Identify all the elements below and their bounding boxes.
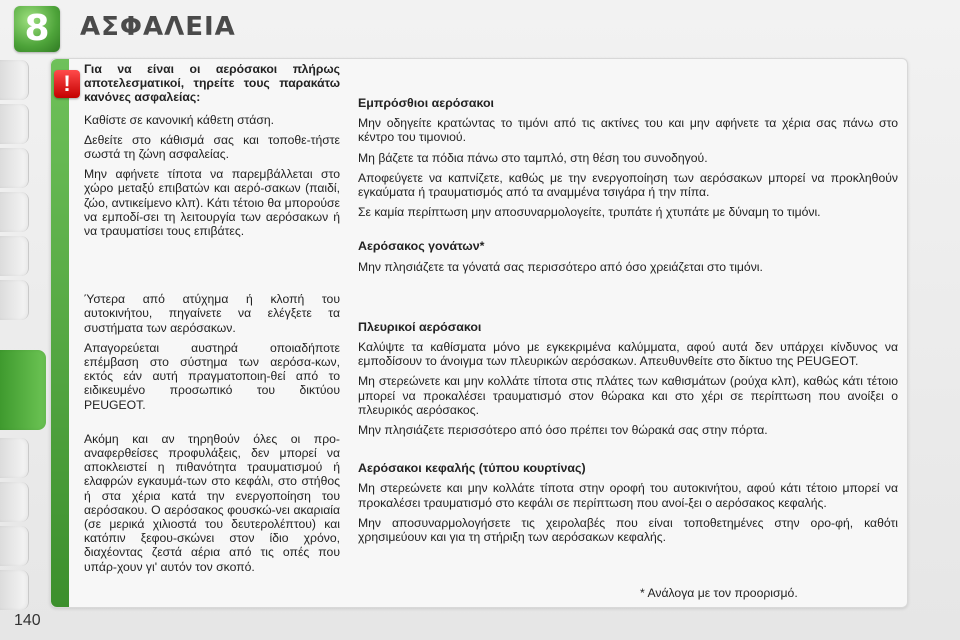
- paragraph: Μην αφήνετε τίποτα να παρεμβάλλεται στο χώρο μεταξύ επιβατών και αερό-σακων (παιδί, ζώο, αντικείμενο κλπ). Κάτι τέτοιο θα μπορούσε να εμποδί-σει τη λειτουργία των αερόσακων ή να τραυματίσει τους επιβάτες.: [84, 167, 340, 239]
- chapter-tab[interactable]: [0, 148, 29, 188]
- paragraph: Ακόμη και αν τηρηθούν όλες οι προ-αναφερθείσες προφυλάξεις, δεν μπορεί να αποκλειστεί η πιθανότητα τραυματισμού ή ελαφρών εγκαυμά-των στο κεφάλι, στο στήθος ή στα χέρια κατά την ενεργοποίηση του αερόσακου. Ο αερόσακος φουσκώ-νει ακαριαία (σε μερικά χιλιοστά του δευτερολέπτου) και κατόπιν ξεφου-σκώνει στον ίδιο χρόνο, διαχέοντας ζεστά αέρια από τις οπές που υπάρ-χουν γι' αυτόν τον σκοπό.: [84, 431, 340, 574]
- paragraph: Μην οδηγείτε κρατώντας το τιμόνι από τις ακτίνες του και μην αφήνετε τα χέρια σας πάνω στο κέντρο του τιμονιού.: [358, 116, 898, 145]
- paragraph: Καθίστε σε κανονική κάθετη στάση.: [84, 112, 275, 127]
- paragraph: Μην πλησιάζετε τα γόνατά σας περισσότερο από όσο χρειάζεται στο τιμόνι.: [358, 259, 763, 274]
- chapter-tab[interactable]: [0, 438, 29, 478]
- chapter-title: ΑΣΦΑΛΕΙΑ: [80, 12, 236, 42]
- chapter-number-badge: 8: [14, 6, 60, 52]
- section-heading-side-airbags: Πλευρικοί αερόσακοι: [358, 319, 482, 334]
- warning-icon: !: [54, 70, 80, 98]
- paragraph: Αποφεύγετε να καπνίζετε, καθώς με την ενεργοποίηση των αερόσακων μπορεί να προκληθούν εγκαύματα ή τραυματισμός από τα αναμμένα τσιγάρα ή την πίπα.: [358, 170, 898, 200]
- left-column: [84, 62, 340, 580]
- panel-accent-strip: [51, 59, 69, 607]
- page-number: 140: [14, 612, 41, 629]
- paragraph: Ύστερα από ατύχημα ή κλοπή του αυτοκινήτου, πηγαίνετε να ελέγξετε τα συστήματα των αερόσακων.: [84, 292, 340, 335]
- paragraph: Μην αποσυναρμολογήσετε τις χειρολαβές που είναι τοποθετημένες στην ορο-φή, καθότι χρησιμεύουν και για τη στήριξη των αερόσακων κεφαλής.: [358, 515, 898, 545]
- section-heading-front-airbags: Εμπρόσθιοι αερόσακοι: [358, 96, 494, 110]
- chapter-tab[interactable]: [0, 104, 29, 144]
- chapter-tab[interactable]: [0, 280, 29, 320]
- chapter-tab[interactable]: [0, 236, 29, 276]
- safety-rules-lead: Για να είναι οι αερόσακοι πλήρως αποτελεσματικοί, τηρείτε τους παρακάτω κανόνες ασφαλείας:: [84, 62, 340, 105]
- paragraph: Καλύψτε τα καθίσματα μόνο με εγκεκριμένα καλύμματα, αφού αυτά δεν υπάρχει κίνδυνος να εμποδίσουν το άνοιγμα των πλευρικών αερόσακων. Απευθυνθείτε στο δίκτυο της PEUGEOT.: [358, 340, 898, 369]
- section-heading-curtain-airbags: Αερόσακοι κεφαλής (τύπου κουρτίνας): [358, 461, 586, 476]
- paragraph: Μην πλησιάζετε περισσότερο από όσο πρέπει τον θώρακά σας στην πόρτα.: [358, 423, 768, 438]
- paragraph: Μη στερεώνετε και μην κολλάτε τίποτα στην οροφή του αυτοκινήτου, αφού κάτι τέτοιο μπορεί να προκαλέσει τραυματισμό στο κεφάλι σε περίπτωση που ανοί-ξει ο αερόσακος κεφαλής.: [358, 481, 898, 510]
- chapter-tab[interactable]: [0, 60, 29, 100]
- chapter-tab[interactable]: [0, 482, 29, 522]
- paragraph: Σε καμία περίπτωση μην αποσυναρμολογείτε, τρυπάτε ή χτυπάτε με δύναμη το τιμόνι.: [358, 205, 821, 220]
- chapter-tab[interactable]: [0, 192, 29, 232]
- chapter-tab-active[interactable]: [0, 350, 46, 430]
- paragraph: Μη στερεώνετε και μην κολλάτε τίποτα στις πλάτες των καθισμάτων (ρούχα κλπ), καθώς κάτι τέτοιο μπορεί να προκαλέσει τραυματισμό στον θώρακα και στο χέρι σε περίπτωση που ανοίξει ο πλευρικός αερόσακος.: [358, 374, 898, 417]
- chapter-tab[interactable]: [0, 570, 29, 610]
- paragraph: Απαγορεύεται αυστηρά οποιαδήποτε επέμβαση στο σύστημα των αερόσα-κων, εκτός εάν αυτή πραγματοποιη-θεί από το ειδικευμένο προσωπικό του δικτύου PEUGEOT.: [84, 340, 340, 412]
- right-column: [358, 96, 898, 550]
- chapter-tab[interactable]: [0, 526, 29, 566]
- footnote: * Ανάλογα με τον προορισμό.: [640, 586, 798, 600]
- paragraph: Δεθείτε στο κάθισμά σας και τοποθε-τήστε σωστά τη ζώνη ασφαλείας.: [84, 132, 340, 162]
- chapter-tabs: [0, 60, 30, 620]
- section-heading-knee-airbag: Αερόσακος γονάτων*: [358, 239, 485, 254]
- paragraph: Μη βάζετε τα πόδια πάνω στο ταμπλό, στη θέση του συνοδηγού.: [358, 150, 708, 165]
